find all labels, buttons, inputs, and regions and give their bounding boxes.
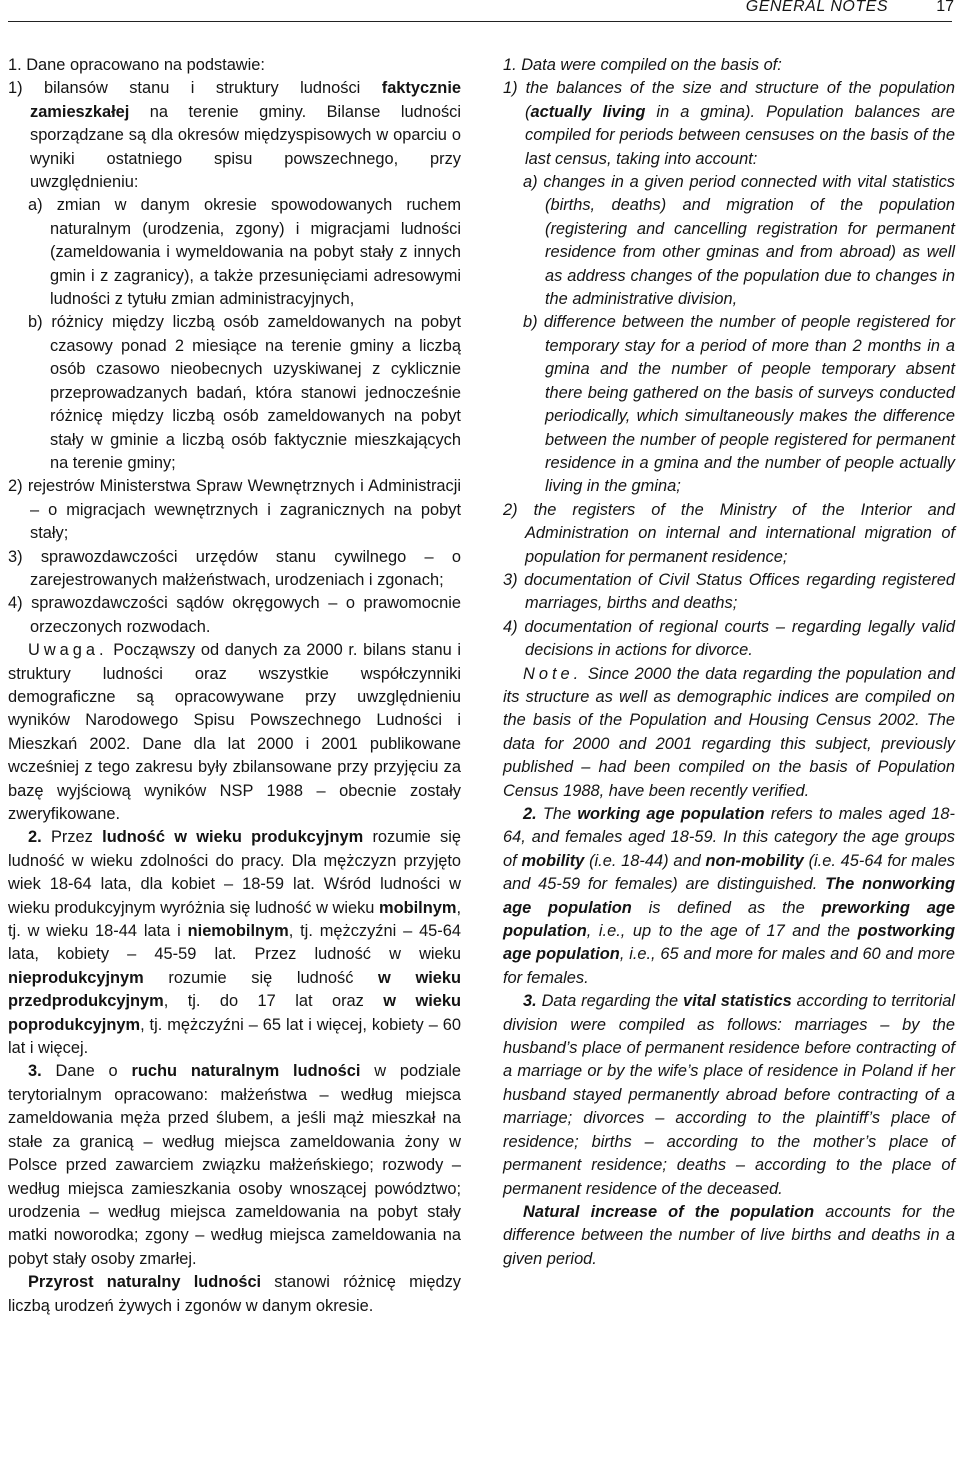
source-item-2: 2) the registers of the Ministry of the Interior and Administration on internal and international migration of population for permanent residence; xyxy=(503,500,955,566)
bold-term: Natural increase of the population xyxy=(523,1202,815,1221)
sub-item-b: b) różnicy między liczbą osób zameldowanych na pobyt czasowy ponad 2 miesiące na terenie gminy a liczbą osób czasowo nieobecnych uzyskiwanej z cyklicznie przeprowadzanych badań, która stanowi jednocześnie różnicę między liczbą osób zameldowanych na pobyt stały w gminie a liczbą osób faktycznie mieszkających na terenie gminy; xyxy=(28,313,461,472)
section-3-paragraph xyxy=(8,1060,461,1271)
bold-term: ruchu naturalnym ludności xyxy=(131,1062,361,1081)
note-paragraph xyxy=(503,663,955,803)
polish-column xyxy=(8,54,461,1318)
sub-item-a: a) changes in a given period connected with vital statistics (births, deaths) and migration of the population (registering and cancelling registration for permanent residence from other gminas and from abroad) as well as address changes of the population due to changes in the administrative division, xyxy=(523,173,955,309)
text-run: w podziale terytorialnym opracowano: małżeństwa – według miejsca zameldowania męża przed ślubem, a jeśli mąż mieszkał na stałe za granicą – według miejsca zameldowania żony w Polsce przed zawarciem związku małżeńskiego; rozwody – według miejsca zamieszkania osoby wnoszącej powództwo; urodzenia – według miejsca zameldowania na pobyt stały matki noworodka; zgony – według miejsca zameldowania na pobyt stały osoby zmarłej. xyxy=(8,1062,461,1268)
bold-term: The nonworking age population xyxy=(503,875,955,917)
note-label: Uwaga. xyxy=(28,641,108,660)
page-header xyxy=(0,0,960,22)
text-run: The xyxy=(536,805,578,823)
section-1-heading: 1. Data were compiled on the basis of: xyxy=(503,56,782,74)
section-2-paragraph xyxy=(503,803,955,990)
section-number: 2. xyxy=(28,828,42,847)
text-run: according to territorial division were compiled as follows: marriages – by the husband’s place of permanent residence before contracting of a marriage or by the wife’s place of residence in Poland if her husband stayed permanently abroad before contracting of a marriage; divorces – according to the plaintiff’s place of residence; births – according to the mother’s place of permanent residence; deaths – according to the place of permanent residence of the deceased. xyxy=(503,992,955,1198)
text-run: , tj. mężczyźni – 65 lat i więcej, kobiety – 60 lat i więcej. xyxy=(8,1015,461,1058)
note-text: Since 2000 the data regarding the population and its structure as well as demographic indices are compiled on the basis of the Population and Housing Census 2002. The data for 2000 and 2001 regarding this subject, previously published – had been compiled on the basis of Population Census 1988, have been recently verified. xyxy=(503,664,955,800)
sub-item-a: a) zmian w danym okresie spowodowanych ruchem naturalnym (urodzenia, zgony) i migracjami ludności (zameldowania i wymeldowania na pobyt stały z innych gmin i z zagranicy), a także przesunięciami adresowymi ludności z tytułu zmian administracyjnych, xyxy=(28,196,461,309)
note-label: Note. xyxy=(523,664,583,683)
section-3-paragraph xyxy=(503,990,955,1201)
source-item-3: 3) documentation of Civil Status Offices regarding registered marriages, births and deaths; xyxy=(503,570,955,613)
natural-increase-paragraph xyxy=(503,1201,955,1271)
source-item-3: 3) sprawozdawczości urzędów stanu cywilnego – o zarejestrowanych małżeństwach, urodzeniach i zgonach; xyxy=(8,547,461,589)
text-run: , tj. do 17 lat oraz xyxy=(163,992,384,1011)
text-run: rozumie się ludność xyxy=(143,968,379,987)
natural-increase-paragraph xyxy=(8,1271,461,1318)
text-run: 1) the balances of the size and structure of the population ( xyxy=(503,79,955,121)
text-run: (i.e. 45-64 for males and 45-59 for females) are distinguished. xyxy=(503,851,956,894)
bold-term: preworking age population xyxy=(503,898,955,941)
header-rule xyxy=(8,21,952,22)
bold-term: ludność w wieku produkcyjnym xyxy=(102,828,364,847)
text-run: 1) bilansów stanu i struktury ludności xyxy=(8,79,382,98)
source-item-2: 2) rejestrów Ministerstwa Spraw Wewnętrznych i Administracji – o migracjach wewnętrznych i zagranicznych na pobyt stały; xyxy=(8,477,461,543)
bold-term: niemobilnym xyxy=(187,922,289,941)
section-number: 2. xyxy=(523,805,537,823)
bold-term: working age population xyxy=(577,805,765,823)
section-2-paragraph xyxy=(8,826,461,1060)
english-column xyxy=(503,54,955,1271)
text-run: Przez xyxy=(41,828,103,847)
text-run: stanowi różnicę między liczbą urodzeń żywych i zgonów w danym okresie. xyxy=(8,1273,461,1315)
note-text: Począwszy od danych za 2000 r. bilans stanu i struktury ludności oraz wszystkie współczynniki demograficzne są opracowywane przy uwzględnieniu wyników Narodowego Spisu Powszechnego Ludności i Mieszkań 2002. Dane dla lat 2000 i 2001 publikowane wcześniej z tego zakresu były zbilansowane przy przyjęciu za bazę wyjściową wyników NSP 1988 – obecnie zostały zweryfikowane. xyxy=(8,641,461,823)
source-item-4: 4) sprawozdawczości sądów okręgowych – o prawomocnie orzeczonych rozwodach. xyxy=(8,594,461,636)
page-number: 17 xyxy=(936,0,954,15)
text-run: Dane o xyxy=(41,1062,132,1081)
bold-term: vital statistics xyxy=(682,992,792,1011)
section-1-heading: 1. Dane opracowano na podstawie: xyxy=(8,56,265,74)
source-item-4: 4) documentation of regional courts – regarding legally valid decisions in actions for divorce. xyxy=(503,617,955,660)
bold-term: actually living xyxy=(530,102,646,121)
text-run: Data regarding the xyxy=(536,992,683,1011)
section-number: 3. xyxy=(28,1062,42,1081)
sub-item-b: b) difference between the number of people registered for temporary stay for a period of more than 2 months in a gmina and the number of people temporary absent there being gathered on the basis of surveys conducted periodically, which simultaneously makes the difference between the number of people registered for permanent residence in a gmina and the number of people actually living in the gmina; xyxy=(523,313,955,496)
text-run: is defined as the xyxy=(631,898,822,917)
text-run: , i.e., 65 and more for males and 60 and more for females. xyxy=(503,945,955,987)
source-item-1 xyxy=(8,77,461,194)
running-title: GENERAL NOTES xyxy=(745,0,888,15)
text-run: in a gmina). Population balances are compiled for periods between censuses on the basis of the last census, taking into account: xyxy=(525,102,955,168)
bold-term: mobility xyxy=(521,851,585,870)
bold-term: w wieku przedprodukcyjnym xyxy=(8,968,461,1011)
note-paragraph xyxy=(8,639,461,826)
section-number: 3. xyxy=(523,992,537,1011)
bold-term: non-mobility xyxy=(705,851,804,870)
text-run: , i.e., up to the age of 17 and the xyxy=(586,922,858,941)
text-run: refers to males aged 18-64, and females aged 18-59. In this category the age groups of xyxy=(503,805,955,870)
text-run: (i.e. 18-44) and xyxy=(584,851,706,870)
bold-term: faktycznie zamieszkałej xyxy=(30,79,461,121)
text-run: , tj. mężczyźni – 45-64 lata, kobiety – 45-59 lat. Przez ludność w wieku xyxy=(8,922,461,964)
text-run: accounts for the difference between the number of live births and deaths in a given period. xyxy=(503,1202,955,1268)
bold-term: Przyrost naturalny ludności xyxy=(28,1273,262,1292)
bold-term: nieprodukcyjnym xyxy=(8,968,144,987)
text-run: , tj. w wieku 18-44 lata i xyxy=(8,898,461,941)
bold-term: w wieku poprodukcyjnym xyxy=(8,992,461,1034)
text-run: na terenie gminy. Bilanse ludności sporządzane są dla okresów międzyspisowych w oparciu o wyniki ostatniego spisu powszechnego, przy uwzględnieniu: xyxy=(30,102,461,192)
text-run: rozumie się ludność w wieku zdolności do pracy. Dla mężczyzn przyjęto wiek 18-64 lata, dla kobiet – 18-59 lat. Wśród ludności w wieku produkcyjnym wyróżnia się ludność w wieku xyxy=(8,828,462,917)
bold-term: postworking age population xyxy=(503,922,955,964)
source-item-1 xyxy=(503,77,955,171)
bold-term: mobilnym xyxy=(379,898,457,917)
